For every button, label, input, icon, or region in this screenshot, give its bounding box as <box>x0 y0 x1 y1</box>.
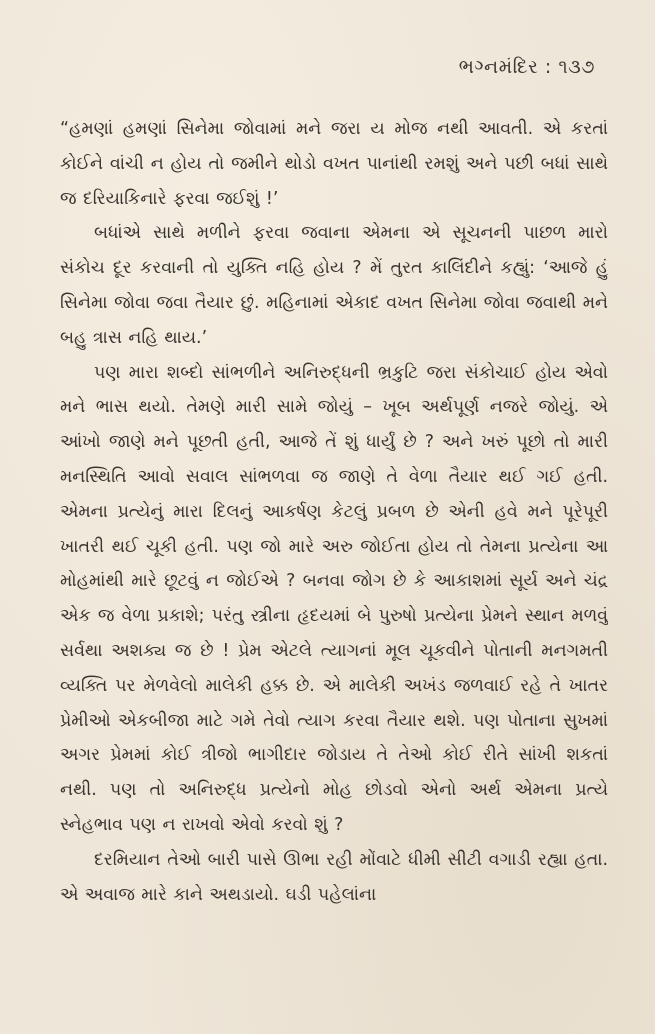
body-text <box>60 112 608 982</box>
paragraph-1: “હમણાં હમણાં સિનેમા જોવામાં મને જરા ય મોજ નથી આવતી. એ કરતાં કોઈને વાંચી ન હોય તો જમીને થોડો વખત પાનાંથી રમશું અને પછી બધાં સાથે જ દરિયાકિનારે ફરવા જઈશું !’ <box>60 119 608 209</box>
paragraph-4: દરમિયાન તેઓ બારી પાસે ઊભા રહી મોંવાટે ધીમી સીટી વગાડી રહ્યા હતા. એ અવાજ મારે કાને અથડાયો. ઘડી પહેલાંના <box>60 849 608 905</box>
running-header: ભગ્નમંદિર : ૧૩૭ <box>458 56 595 78</box>
paragraph-3: પણ મારા શબ્દો સાંભળીને અનિરુદ્ધની ભ્રકુટિ જરા સંકોચાઈ હોય એવો મને ભાસ થયો. તેમણે મારી સામે જોયું – ખૂબ અર્થપૂર્ણ નજરે જોયું. એ આંખો જાણે મને પૂછતી હતી, આજે તેં શું ધાર્યું છે ? અને ખરું પૂછો તો મારી મનસ્થિતિ આવો સવાલ સાંભળવા જ જાણે તે વેળા તૈયાર થઈ ગઈ હતી. એમના પ્રત્યેનું મારા દિલનું આકર્ષણ કેટલું પ્રબળ છે એની હવે મને પૂરેપૂરી ખાતરી થઈ ચૂકી હતી. પણ જો મારે અરુ જોઈતા હોય તો તેમના પ્રત્યેના આ મોહમાંથી મારે છૂટવું ન જોઈએ ? બનવા જોગ છે કે આકાશમાં સૂર્ય અને ચંદ્ર એક જ વેળા પ્રકાશે; પરંતુ સ્ત્રીના હૃદયમાં બે પુરુષો પ્રત્યેના પ્રેમને સ્થાન મળવું સર્વથા અશક્ય જ છે ! પ્રેમ એટલે ત્યાગનાં મૂલ ચૂકવીને પોતાની મનગમતી વ્યક્તિ પર મેળવેલો માલેકી હક્ક છે. એ માલેકી અખંડ જળવાઈ રહે તે ખાતર પ્રેમીઓ એકબીજા માટે ગમે તેવો ત્યાગ કરવા તૈયાર થશે. પણ પોતાના સુખમાં અગર પ્રેમમાં કોઈ ત્રીજો ભાગીદાર જોડાય તે તેઓ કોઈ રીતે સાંખી શકતાં નથી. પણ તો અનિરુદ્ધ પ્રત્યેનો મોહ છોડવો એનો અર્થ એમના પ્રત્યે સ્નેહભાવ પણ ન રાખવો એવો કરવો શું ? <box>60 362 608 835</box>
paragraph-2: બધાંએ સાથે મળીને ફરવા જવાના એમના એ સૂચનની પાછળ મારો સંકોચ દૂર કરવાની તો યુક્તિ નહિ હોય ? મેં તુરત કાલિંદીને કહ્યું: ‘આજે હું સિનેમા જોવા જવા તૈયાર છું. મહિનામાં એકાદ વખત સિનેમા જોવા જવાથી મને બહુ ત્રાસ નહિ થાય.’ <box>60 223 608 348</box>
